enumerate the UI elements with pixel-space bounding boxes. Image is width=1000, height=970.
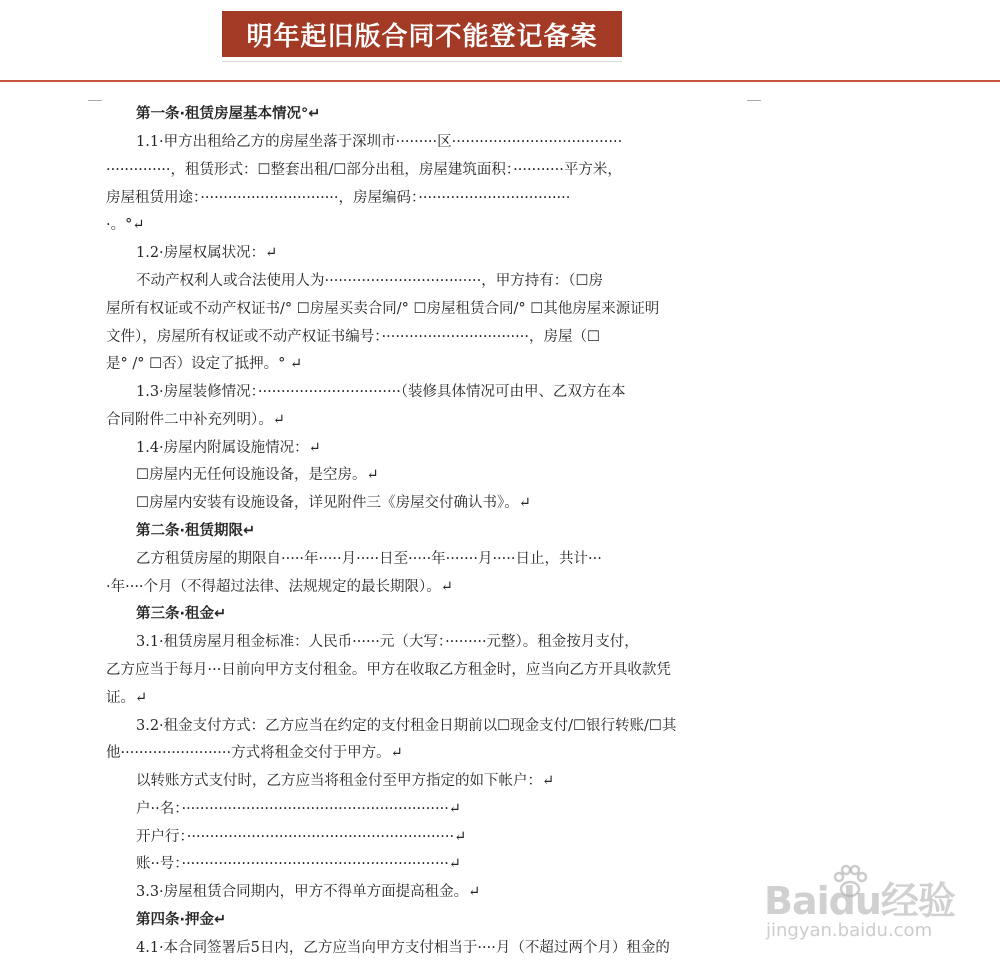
watermark-logo: Baidu经验 xyxy=(764,879,955,923)
page-corner-mark xyxy=(88,100,102,101)
headline-banner: 明年起旧版合同不能登记备案 xyxy=(222,11,622,57)
section-heading-1: 第一条·租赁房屋基本情况°↵ xyxy=(136,106,321,122)
text-line: 1.4·房屋内附属设施情况：↵ xyxy=(136,440,321,456)
section-heading-2: 第二条·租赁期限↵ xyxy=(136,523,256,539)
text-line: 房屋租赁用途：······························，房屋编码：································· xyxy=(106,190,571,206)
bank-line: 开户行：··························································↵ xyxy=(136,829,467,845)
text-line: ··············，租赁形式：☐整套出租/☐部分出租，房屋建筑面积：···········平方米， xyxy=(106,162,622,178)
text-line: 3.3·房屋租赁合同期内，甲方不得单方面提高租金。↵ xyxy=(136,884,481,900)
text-line: 是° /° ☐否）设定了抵押。° ↵ xyxy=(106,356,303,372)
text-line: 1.1·甲方出租给乙方的房屋坐落于深圳市·········区····································· xyxy=(136,134,623,150)
text-line: 合同附件二中补充列明）。↵ xyxy=(106,412,285,428)
contract-document xyxy=(0,82,1000,970)
text-line: 3.2·租金支付方式：乙方应当在约定的支付租金日期前以☐现金支付/☐银行转账/☐其 xyxy=(136,718,677,734)
text-line: 文件），房屋所有权证或不动产权证书编号：································，房屋（☐ xyxy=(106,329,600,345)
section-heading-4: 第四条·押金↵ xyxy=(136,912,227,928)
account-number-line: 账··号：··························································↵ xyxy=(136,856,461,872)
text-line: 3.1·租赁房屋月租金标准：人民币······元（大写：·········元整）。租金按月支付， xyxy=(136,634,639,650)
text-line: 乙方租赁房屋的期限自·····年·····月·····日至·····年·······月·····日止，共计··· xyxy=(136,551,602,567)
text-line: 4.1·本合同签署后5日内，乙方应当向甲方支付相当于····月（不超过两个月）租金的 xyxy=(136,940,670,956)
watermark-url: jingyan.baidu.com xyxy=(766,920,933,941)
text-line: ·年····个月（不得超过法律、法规规定的最长期限）。↵ xyxy=(106,579,453,595)
page-corner-mark xyxy=(747,100,761,101)
text-line: 1.2·房屋权属状况：↵ xyxy=(136,245,278,261)
text-line: ·。°↵ xyxy=(106,217,145,233)
account-name-line: 户··名：··························································↵ xyxy=(136,801,461,817)
text-line: 以转账方式支付时，乙方应当将租金付至甲方指定的如下帐户：↵ xyxy=(136,773,555,789)
text-line: 屋所有权证或不动产权证书/° ☐房屋买卖合同/° ☐房屋租赁合同/° ☐其他房屋来源证明 xyxy=(106,301,660,317)
section-heading-3: 第三条·租金↵ xyxy=(136,606,227,622)
text-line: ☐房屋内无任何设施设备，是空房。↵ xyxy=(136,467,379,483)
text-line: ☐房屋内安装有设施设备，详见附件三《房屋交付确认书》。↵ xyxy=(136,495,531,511)
text-line: 证。↵ xyxy=(106,690,148,706)
banner-underline xyxy=(222,61,622,62)
text-line: 1.3·房屋装修情况：·······························（装修具体情况可由甲、乙双方在本 xyxy=(136,384,626,400)
text-line: 乙方应当于每月···日前向甲方支付租金。甲方在收取乙方租金时，应当向乙方开具收款凭 xyxy=(106,662,671,678)
text-line: 不动产权利人或合法使用人为··································，甲方持有：（☐房 xyxy=(136,273,603,289)
text-line: 他························方式将租金交付于甲方。↵ xyxy=(106,745,403,761)
